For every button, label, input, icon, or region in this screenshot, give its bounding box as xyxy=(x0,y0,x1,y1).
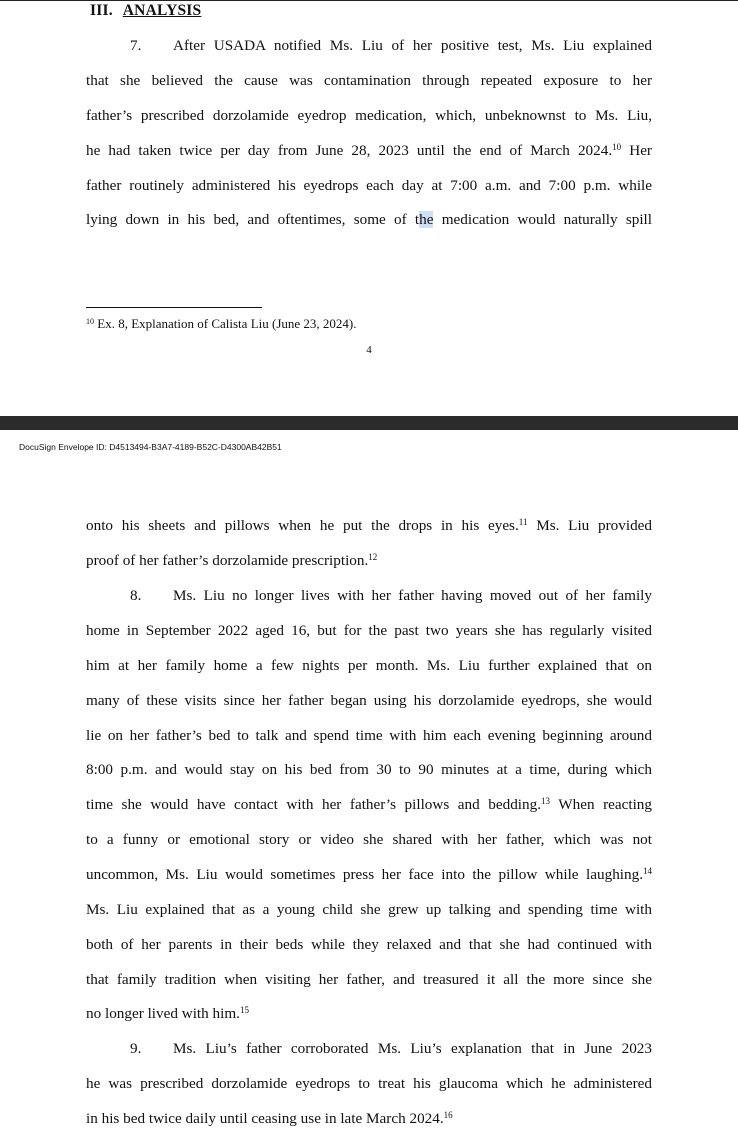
paragraph-8-line-4: many of these visits since her father began using his dorzolamide eyedrops, she would xyxy=(86,692,652,709)
paragraph-8-line-9 xyxy=(86,865,652,885)
text-run: Ms. Liu no longer lives with her father having moved out of her family xyxy=(173,587,652,604)
paragraph-7-line-3: father’s prescribed dorzolamide eyedrop medication, which, unbeknownst to Ms. Liu, xyxy=(86,107,652,124)
section-number: III. xyxy=(90,2,113,19)
page-number: 4 xyxy=(366,344,372,356)
paragraph-9-line-3 xyxy=(86,1109,652,1129)
paragraph-9-line-1 xyxy=(86,1039,652,1059)
text-run: Ms. Liu provided xyxy=(527,517,652,534)
text-selection[interactable]: he xyxy=(419,211,434,228)
text-run: no longer lived with him. xyxy=(86,1005,240,1022)
page-separator xyxy=(0,416,738,430)
section-title: ANALYSIS xyxy=(122,2,202,19)
text-run: Ms. Liu’s father corroborated Ms. Liu’s explanation that in June 2023 xyxy=(173,1040,652,1057)
paragraph-7-line-2: that she believed the cause was contamination through repeated exposure to her xyxy=(86,72,652,89)
paragraph-7-line-6 xyxy=(86,210,652,230)
footnote-separator xyxy=(86,307,262,308)
text-run: he had taken twice per day from June 28, 2023 until the end of March 2024. xyxy=(86,142,613,159)
paragraph-8-line-10: Ms. Liu explained that as a young child she grew up talking and spending time with xyxy=(86,901,652,918)
paragraph-8-line-6: 8:00 p.m. and would stay on his bed from 30 to 90 minutes at a time, during which xyxy=(86,761,652,778)
paragraph-number: 7. xyxy=(130,37,142,54)
text-run: onto his sheets and pillows when he put the drops in his eyes. xyxy=(86,517,519,534)
footnote-10 xyxy=(86,315,356,333)
paragraph-8-line-3: him at her family home a few nights per month. Ms. Liu further explained that on xyxy=(86,657,652,674)
footnote-number: 10 xyxy=(86,317,94,326)
footnote-ref[interactable]: 11 xyxy=(518,517,528,527)
paragraph-8-line-2: home in September 2022 aged 16, but for the past two years she has regularly visited xyxy=(86,622,652,639)
footnote-ref[interactable]: 12 xyxy=(368,552,378,562)
text-run: in his bed twice daily until ceasing use in late March 2024. xyxy=(86,1110,444,1127)
text-run: After USADA notified Ms. Liu of her positive test, Ms. Liu explained xyxy=(173,37,652,54)
page5-line-2 xyxy=(86,551,652,571)
paragraph-number: 9. xyxy=(130,1040,142,1057)
page5-line-1 xyxy=(86,516,652,536)
paragraph-9-line-2: he was prescribed dorzolamide eyedrops to treat his glaucoma which he administered xyxy=(86,1075,652,1092)
text-run: lying down in his bed, and oftentimes, some of t xyxy=(86,211,420,228)
text-run: proof of her father’s dorzolamide prescription. xyxy=(86,552,369,569)
text-run: Her xyxy=(621,142,652,159)
paragraph-8-line-8: to a funny or emotional story or video she shared with her father, which was not xyxy=(86,831,652,848)
footnote-ref[interactable]: 10 xyxy=(612,142,622,152)
text-run: time she would have contact with her father’s pillows and bedding. xyxy=(86,796,542,813)
section-heading xyxy=(90,2,201,20)
text-run: medication would naturally spill xyxy=(433,211,652,228)
paragraph-8-line-5: lie on her father’s bed to talk and spend time with him each evening beginning around xyxy=(86,727,652,744)
footnote-ref[interactable]: 13 xyxy=(541,796,551,806)
paragraph-7-line-1 xyxy=(86,36,652,56)
text-run: When reacting xyxy=(550,796,652,813)
footnote-ref[interactable]: 16 xyxy=(443,1110,453,1120)
footnote-ref[interactable]: 14 xyxy=(643,866,652,876)
paragraph-7-line-4 xyxy=(86,141,652,161)
docusign-envelope-id: DocuSign Envelope ID: D4513494-B3A7-4189-B52C-D4300AB42B51 xyxy=(19,442,282,452)
paragraph-number: 8. xyxy=(130,587,142,604)
paragraph-8-line-12: that family tradition when visiting her father, and treasured it all the more since she xyxy=(86,971,652,988)
footnote-text: Ex. 8, Explanation of Calista Liu (June 23, 2024). xyxy=(94,316,357,331)
paragraph-8-line-11: both of her parents in their beds while they relaxed and that she had continued with xyxy=(86,936,652,953)
paragraph-8-line-1 xyxy=(86,586,652,606)
paragraph-8-line-7 xyxy=(86,795,652,815)
text-run: uncommon, Ms. Liu would sometimes press her face into the pillow while laughing. xyxy=(86,866,643,883)
page-top-border xyxy=(0,0,738,1)
document-page-4 xyxy=(0,0,738,416)
footnote-ref[interactable]: 15 xyxy=(239,1005,249,1015)
paragraph-8-line-13 xyxy=(86,1004,652,1024)
paragraph-7-line-5: father routinely administered his eyedrops each day at 7:00 a.m. and 7:00 p.m. while xyxy=(86,177,652,194)
